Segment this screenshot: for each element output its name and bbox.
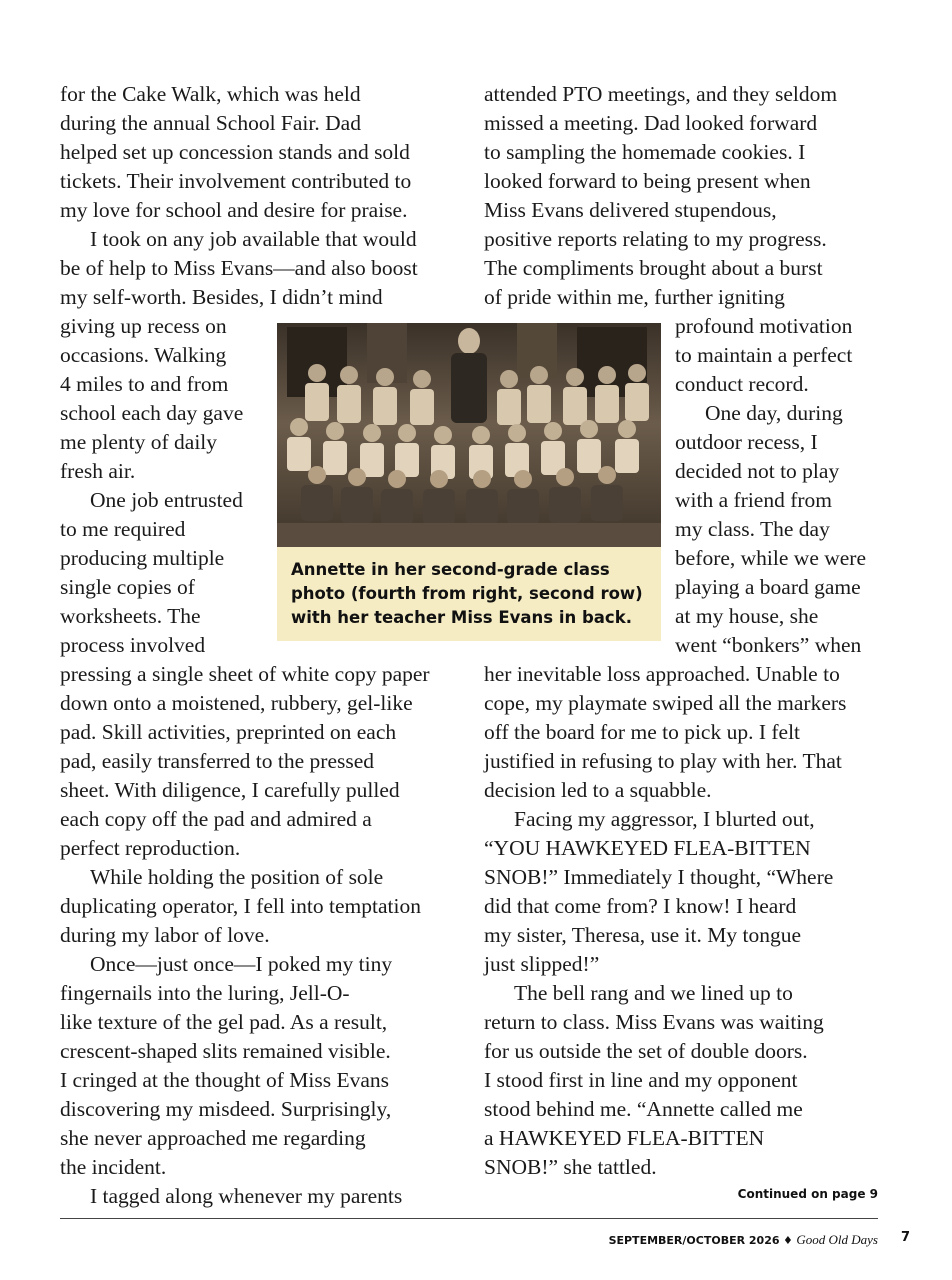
text-line: down onto a moistened, rubbery, gel-like xyxy=(60,691,413,715)
text-line: my self-worth. Besides, I didn’t mind xyxy=(60,285,383,309)
left-column-top xyxy=(60,80,460,312)
right-column-top xyxy=(484,80,884,312)
text-line: positive reports relating to my progress. xyxy=(484,227,827,251)
text-line: missed a meeting. Dad looked forward xyxy=(484,111,818,135)
text-line: before, while we were xyxy=(675,546,867,570)
text-line: I tagged along whenever my parents xyxy=(90,1184,403,1208)
text-line: single copies of xyxy=(60,575,195,599)
footer xyxy=(609,1232,878,1248)
text-line: occasions. Walking xyxy=(60,343,227,367)
text-line: I cringed at the thought of Miss Evans xyxy=(60,1068,390,1092)
text-line: tickets. Their involvement contributed to xyxy=(60,169,412,193)
text-line: 4 miles to and from xyxy=(60,372,229,396)
text-line: to maintain a perfect xyxy=(675,343,853,367)
text-line: to sampling the homemade cookies. I xyxy=(484,140,806,164)
text-line: fresh air. xyxy=(60,459,136,483)
text-line: perfect reproduction. xyxy=(60,836,241,860)
text-line: pressing a single sheet of white copy paper xyxy=(60,662,430,686)
text-line: justified in refusing to play with her. That xyxy=(484,749,842,773)
right-column-bottom xyxy=(484,660,884,1182)
text-line: “YOU HAWKEYED FLEA-BITTEN xyxy=(484,836,811,860)
text-line: Miss Evans delivered stupendous, xyxy=(484,198,777,222)
text-line: stood behind me. “Annette called me xyxy=(484,1097,803,1121)
footer-divider xyxy=(60,1218,878,1219)
text-line: my love for school and desire for praise. xyxy=(60,198,408,222)
text-line: discovering my misdeed. Surprisingly, xyxy=(60,1097,392,1121)
text-line: be of help to Miss Evans—and also boost xyxy=(60,256,418,280)
text-line: attended PTO meetings, and they seldom xyxy=(484,82,838,106)
magazine-name: Good Old Days xyxy=(796,1232,878,1247)
text-line: during my labor of love. xyxy=(60,923,270,947)
text-line: process involved xyxy=(60,633,206,657)
text-line: SNOB!” she tattled. xyxy=(484,1155,657,1179)
text-line: Facing my aggressor, I blurted out, xyxy=(514,807,815,831)
text-line: producing multiple xyxy=(60,546,225,570)
text-line: I stood first in line and my opponent xyxy=(484,1068,798,1092)
text-line: for us outside the set of double doors. xyxy=(484,1039,808,1063)
text-line: cope, my playmate swiped all the markers xyxy=(484,691,847,715)
text-line: SNOB!” Immediately I thought, “Where xyxy=(484,865,834,889)
text-line: looked forward to being present when xyxy=(484,169,811,193)
text-line: outdoor recess, I xyxy=(675,430,818,454)
continued-notice: Continued on page 9 xyxy=(737,1187,878,1201)
text-line: during the annual School Fair. Dad xyxy=(60,111,361,135)
text-line: The bell rang and we lined up to xyxy=(514,981,793,1005)
photo-box xyxy=(277,323,661,641)
text-line: duplicating operator, I fell into temptation xyxy=(60,894,421,918)
class-photo xyxy=(277,323,661,547)
text-line: worksheets. The xyxy=(60,604,201,628)
text-line: at my house, she xyxy=(675,604,819,628)
right-column-narrow xyxy=(675,312,885,660)
text-line: off the board for me to pick up. I felt xyxy=(484,720,801,744)
text-line: like texture of the gel pad. As a result, xyxy=(60,1010,388,1034)
text-line: decided not to play xyxy=(675,459,840,483)
photo-caption xyxy=(291,558,651,630)
text-line: went “bonkers” when xyxy=(675,633,862,657)
text-line: Once—just once—I poked my tiny xyxy=(90,952,393,976)
text-line: conduct record. xyxy=(675,372,809,396)
text-line: school each day gave xyxy=(60,401,244,425)
text-line: her inevitable loss approached. Unable to xyxy=(484,662,840,686)
text-line: crescent-shaped slits remained visible. xyxy=(60,1039,391,1063)
caption-line: with her teacher Miss Evans in back. xyxy=(291,608,632,627)
text-line: pad. Skill activities, preprinted on each xyxy=(60,720,397,744)
left-column-bottom xyxy=(60,660,460,1211)
text-line: the incident. xyxy=(60,1155,167,1179)
left-column-narrow xyxy=(60,312,270,660)
text-line: decision led to a squabble. xyxy=(484,778,712,802)
text-line: of pride within me, further igniting xyxy=(484,285,785,309)
text-line: me plenty of daily xyxy=(60,430,218,454)
diamond-separator-icon: ♦ xyxy=(783,1234,793,1247)
text-line: for the Cake Walk, which was held xyxy=(60,82,361,106)
page-number: 7 xyxy=(900,1230,910,1245)
text-line: helped set up concession stands and sold xyxy=(60,140,410,164)
caption-line: photo (fourth from right, second row) xyxy=(291,584,643,603)
text-line: I took on any job available that would xyxy=(90,227,417,251)
text-line: The compliments brought about a burst xyxy=(484,256,823,280)
text-line: sheet. With diligence, I carefully pulled xyxy=(60,778,400,802)
text-line: giving up recess on xyxy=(60,314,227,338)
text-line: One day, during xyxy=(705,401,843,425)
text-line: did that come from? I know! I heard xyxy=(484,894,797,918)
text-line: return to class. Miss Evans was waiting xyxy=(484,1010,824,1034)
text-line: pad, easily transferred to the pressed xyxy=(60,749,375,773)
issue-date: SEPTEMBER/OCTOBER 2026 xyxy=(608,1234,780,1247)
text-line: While holding the position of sole xyxy=(90,865,384,889)
text-line: a HAWKEYED FLEA-BITTEN xyxy=(484,1126,765,1150)
text-line: with a friend from xyxy=(675,488,833,512)
text-line: each copy off the pad and admired a xyxy=(60,807,372,831)
text-line: just slipped!” xyxy=(484,952,600,976)
caption-line: Annette in her second-grade class xyxy=(291,560,610,579)
text-line: she never approached me regarding xyxy=(60,1126,366,1150)
text-line: my class. The day xyxy=(675,517,830,541)
text-line: my sister, Theresa, use it. My tongue xyxy=(484,923,802,947)
text-line: One job entrusted xyxy=(90,488,243,512)
text-line: fingernails into the luring, Jell-O- xyxy=(60,981,350,1005)
text-line: profound motivation xyxy=(675,314,853,338)
text-line: to me required xyxy=(60,517,186,541)
text-line: playing a board game xyxy=(675,575,861,599)
